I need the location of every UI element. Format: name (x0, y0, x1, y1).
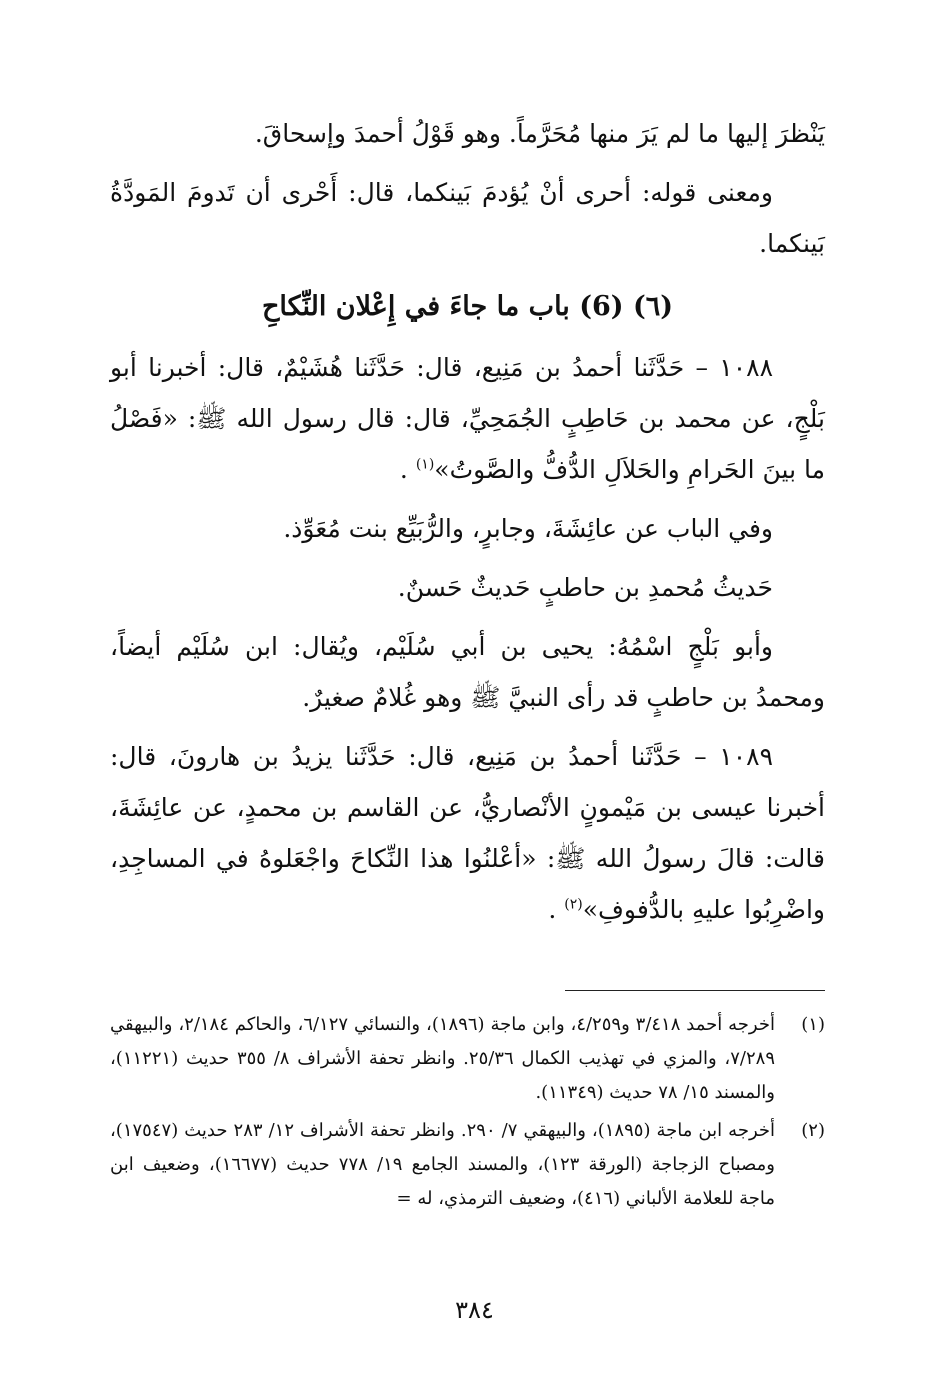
hadith-1089 (110, 731, 825, 935)
footnotes (110, 1008, 825, 1220)
footnote-2 (110, 1114, 825, 1216)
hadith-1089-text: ١٠٨٩ – حَدَّثَنا أحمدُ بن مَنِيع، قال: حَدَّثَنا يزيدُ بن هارونَ، قال: أخبرنا عيسى بن مَيْمونٍ الأنْصاريُّ، عن القاسم بن محمدٍ، عن عائِشَةَ، قالت: قالَ رسولُ الله ﷺ: «أعْلنُوا هذا النِّكاحَ واجْعَلوهُ في المساجِدِ، واضْرِبُوا عليهِ بالدُّفوفِ» (110, 742, 825, 924)
paragraph-bab: وفي الباب عن عائِشَةَ، وجابرٍ، والرُّبَيِّع بنت مُعَوِّذ. (283, 514, 773, 543)
footnote-number: (٢) (801, 1120, 825, 1141)
hadith-1089-end: . (548, 895, 565, 924)
footnote-text: أخرجه أحمد ٣/٤١٨ و٤/٢٥٩، وابن ماجة (١٨٩٦)، والنسائي ٦/١٢٧، والحاكم ٢/١٨٤، والبيهقي ٧/٢٨٩، والمزي في تهذيب الكمال ٢٥/٣٦. وانظر تحفة الأشراف ٨/ ٣٥٥ حديث (١١٢٢١)، والمسند ١٥/ ٧٨ حديث (١١٣٤٩). (110, 1014, 775, 1103)
footnote-ref-2: (٢) (564, 896, 583, 913)
main-text (110, 108, 825, 935)
footnote-number: (١) (801, 1014, 825, 1035)
footnote-ref-1: (١) (415, 456, 435, 473)
page-number: ٣٨٤ (455, 1296, 494, 1324)
footnote-text: أخرجه ابن ماجة (١٨٩٥)، والبيهقي ٧/ ٢٩٠. وانظر تحفة الأشراف ١٢/ ٢٨٣ حديث (١٧٥٤٧)، ومصباح الزجاجة (الورقة ١٢٣)، والمسند الجامع ١٩/ ٧٧٨ حديث (١٦٦٧٧)، وضعيف ابن ماجة للعلامة الألباني (٤١٦)، وضعيف الترمذي، له = (110, 1120, 776, 1209)
hadith-1088-end: . (399, 455, 416, 484)
paragraph-meaning: ومعنى قوله: أحرى أنْ يُؤدمَ بَينكما، قال: أَحْرى أن تَدومَ المَودَّةُ بَينكما. (110, 178, 825, 258)
footnote-1 (110, 1008, 825, 1110)
paragraph-grade: حَديثُ مُحمدِ بن حاطبٍ حَديثٌ حَسنٌ. (397, 573, 773, 602)
hadith-1088 (110, 342, 825, 495)
chapter-heading: (٦) (6) باب ما جاءَ في إِعْلان النِّكاحِ (261, 291, 674, 322)
paragraph-abu-balj: وأبو بَلْجٍ اسْمُهُ: يحيى بن أبي سُلَيْم، ويُقال: ابن سُلَيْم أيضاً، ومحمدُ بن حاطبٍ قد رأى النبيَّ ﷺ وهو غُلامٌ صغيرٌ. (110, 632, 825, 712)
paragraph-line-top: يَنْظرَ إليها ما لم يَرَ منها مُحَرَّماً. وهو قَوْلُ أحمدَ وإسحاقَ. (254, 119, 825, 148)
footnote-divider (565, 990, 825, 991)
hadith-1088-text: ١٠٨٨ – حَدَّثَنا أحمدُ بن مَنِيع، قال: حَدَّثَنا هُشَيْمٌ، قال: أخبرنا أبو بَلْجٍ، عن محمد بن حَاطِبٍ الجُمَحِيِّ، قال: قال رسول الله ﷺ: «فَصْلُ ما بينَ الحَرامِ والحَلاَلِ الدُّفُّ والصَّوتُ» (110, 353, 825, 484)
